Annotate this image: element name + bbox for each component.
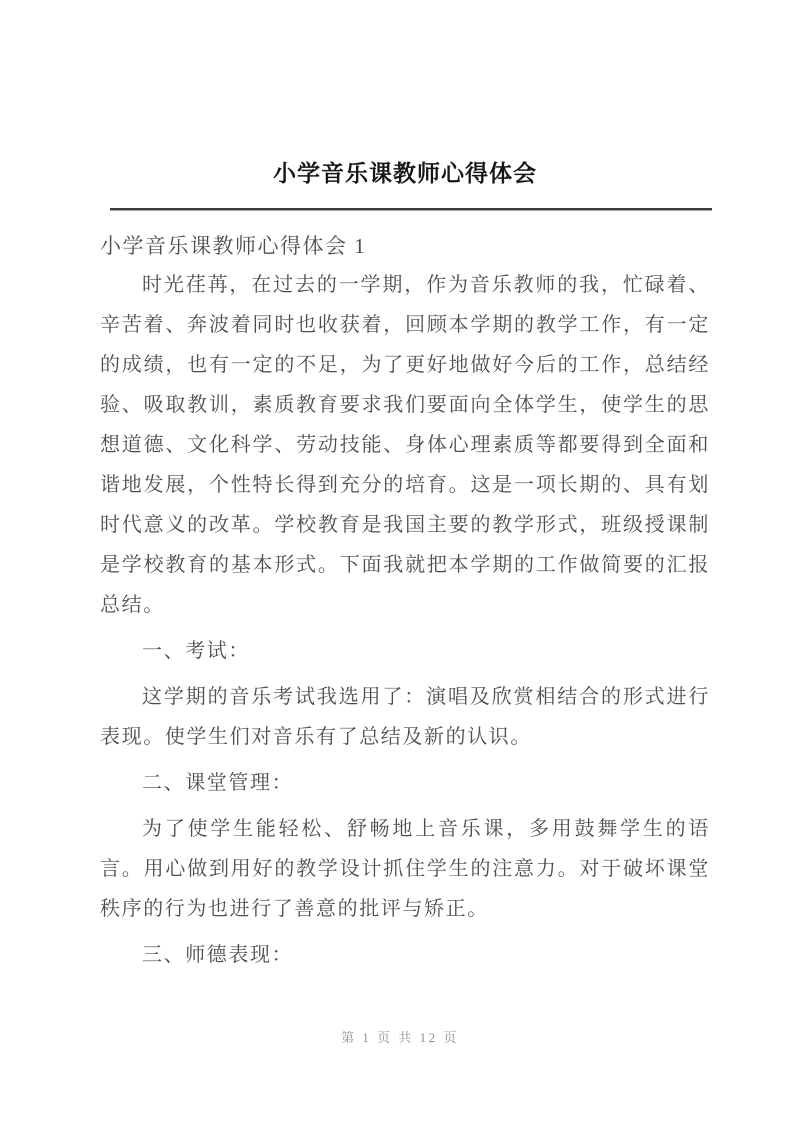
document-content [100,0,710,975]
section-label: 小学音乐课教师心得体会 1 [100,234,367,258]
paragraphs [100,265,710,975]
body-paragraph: 时光荏苒，在过去的一学期，作为音乐教师的我，忙碌着、辛苦着、奔波着同时也收获着，回顾本学期的教学工作，有一定的成绩，也有一定的不足，为了更好地做好今后的工作，总结经验、吸取教训，素质教育要求我们要面向全体学生，使学生的思想道德、文化科学、劳动技能、身体心理素质等都要得到全面和谐地发展，个性特长得到充分的培育。这是一项长期的、具有划时代意义的改革。学校教育是我国主要的教学形式，班级授课制是学校教育的基本形式。下面我就把本学期的工作做简要的汇报总结。 [100,274,710,616]
title-divider [110,208,712,211]
section-heading: 二、课堂管理： [142,772,294,794]
page-number-indicator: 第 1 页 共 12 页 [341,1030,459,1045]
body-paragraph: 为了使学生能轻松、舒畅地上音乐课，多用鼓舞学生的语言。用心做到用好的教学设计抓住学生的注意力。对于破坏课堂秩序的行为也进行了善意的批评与矫正。 [100,818,710,920]
document-title: 小学音乐课教师心得体会 [273,161,537,186]
section-heading: 一、考试： [142,640,250,662]
section-heading: 三、师德表现： [142,944,294,966]
body-paragraph: 这学期的音乐考试我选用了：演唱及欣赏相结合的形式进行表现。使学生们对音乐有了总结及新的认识。 [100,686,710,748]
